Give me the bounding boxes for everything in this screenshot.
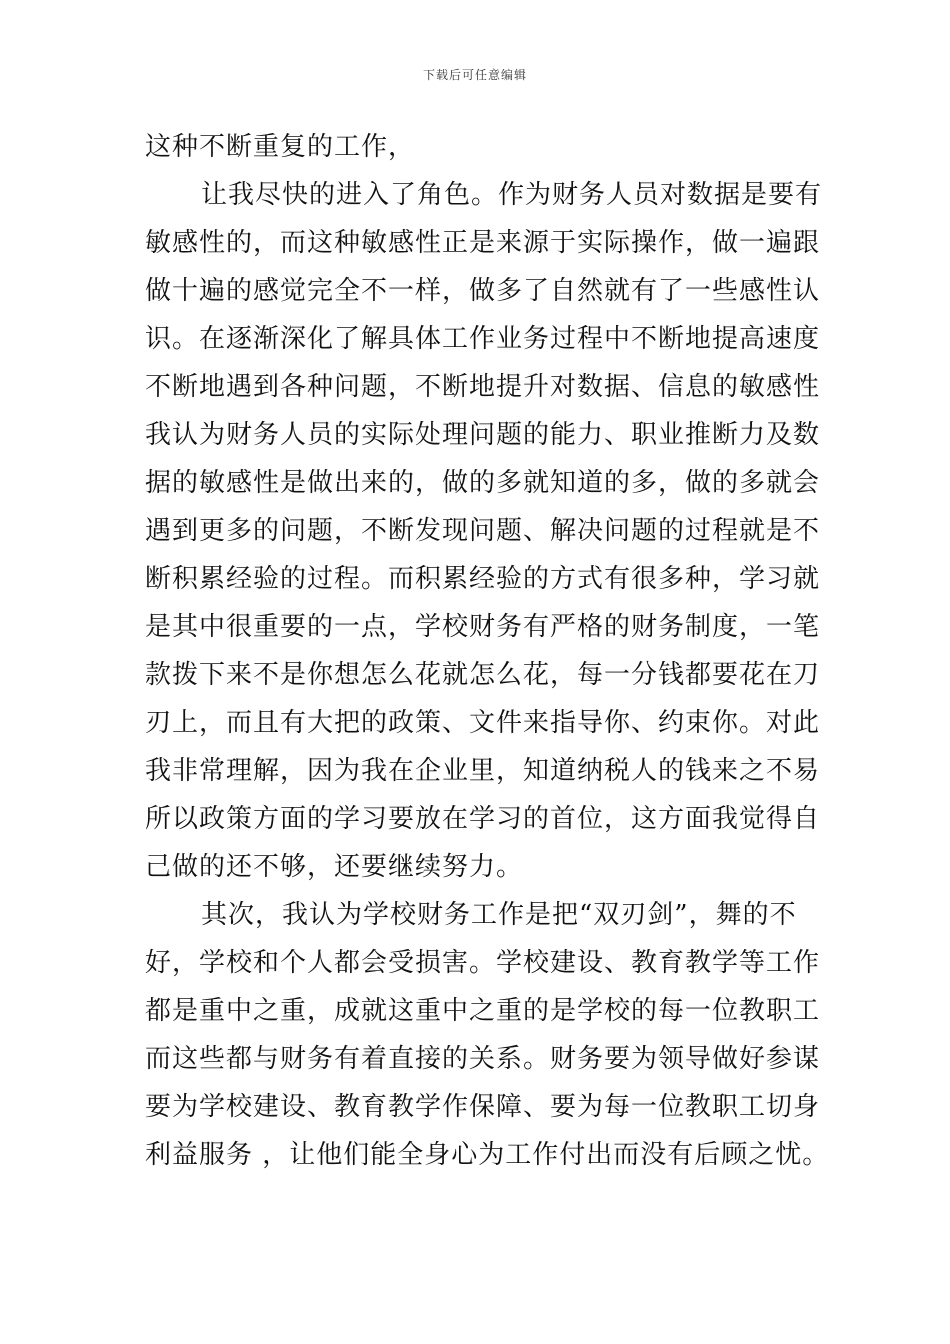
text-line: 不断地遇到各种问题，不断地提升对数据、信息的敏感性 [145, 372, 821, 402]
text-line: 让我尽快的进入了角色。作为财务人员对数据是要有 [201, 180, 823, 210]
text-line: 据的敏感性是做出来的，做的多就知道的多，做的多就会 [145, 468, 821, 498]
text-line: 做十遍的感觉完全不一样，做多了自然就有了一些感性认 [145, 276, 821, 306]
text-line: 遇到更多的问题，不断发现问题、解决问题的过程就是不 [145, 516, 821, 546]
text-line: 己做的还不够，还要继续努力。 [145, 852, 524, 882]
text-line: 我认为财务人员的实际处理问题的能力、职业推断力及数 [145, 420, 821, 450]
text-line: 是其中很重要的一点，学校财务有严格的财务制度，一笔 [145, 612, 821, 642]
text-line: 而这些都与财务有着直接的关系。财务要为领导做好参谋 [145, 1044, 821, 1074]
text-line: 这种不断重复的工作， [145, 132, 416, 162]
text-line: 好，学校和个人都会受损害。学校建设、教育教学等工作 [145, 948, 821, 978]
text-line: 利益服务 ，让他们能全身心为工作付出而没有后顾之忧。 [145, 1140, 830, 1170]
document-body [145, 123, 830, 1179]
text-line: 刃上，而且有大把的政策、文件来指导你、约束你。对此 [145, 708, 821, 738]
text-line: 断积累经验的过程。而积累经验的方式有很多种，学习就 [145, 564, 821, 594]
text-line: 敏感性的，而这种敏感性正是来源于实际操作，做一遍跟 [145, 228, 821, 258]
text-line: 要为学校建设、教育教学作保障、要为每一位教职工切身 [145, 1092, 821, 1122]
text-line: 款拨下来不是你想怎么花就怎么花，每一分钱都要花在刀 [145, 660, 821, 690]
text-line: 其次，我认为学校财务工作是把“双刃剑”，舞的不 [201, 900, 797, 930]
page-header: 下载后可任意编辑 [422, 68, 527, 82]
text-line: 识。在逐渐深化了解具体工作业务过程中不断地提高速度 [145, 324, 821, 354]
text-line: 都是重中之重，成就这重中之重的是学校的每一位教职工 [145, 996, 821, 1026]
text-line: 我非常理解，因为我在企业里，知道纳税人的钱来之不易 [145, 756, 821, 786]
text-line: 所以政策方面的学习要放在学习的首位，这方面我觉得自 [145, 804, 821, 834]
